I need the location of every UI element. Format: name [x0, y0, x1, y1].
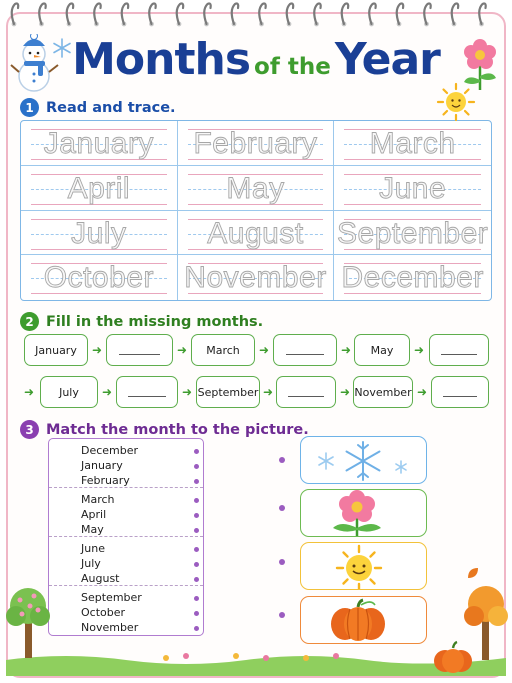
binding-ring — [232, 4, 239, 27]
blank-month-box[interactable] — [106, 334, 173, 366]
arrow-right-icon: ➜ — [263, 385, 274, 399]
month-name: March — [81, 493, 115, 506]
binding-ring — [314, 4, 321, 27]
picture-match-dot[interactable] — [279, 559, 285, 565]
trace-cell[interactable] — [334, 166, 491, 211]
binding-ring — [287, 4, 294, 27]
blank-line — [441, 354, 477, 355]
fill-row-1 — [24, 334, 494, 366]
month-group-autumn — [49, 586, 203, 635]
section-2-heading — [20, 312, 263, 331]
trace-grid — [20, 120, 492, 301]
blank-line — [128, 396, 165, 397]
picture-box-spring[interactable] — [300, 489, 427, 537]
picture-box-autumn[interactable] — [300, 596, 427, 644]
trace-word: July — [71, 216, 127, 250]
picture-match-dot[interactable] — [279, 612, 285, 618]
match-dot[interactable] — [194, 547, 199, 552]
binding-ring — [452, 4, 459, 27]
arrow-right-icon: ➜ — [182, 385, 193, 399]
binding-ring — [342, 4, 349, 27]
trace-word: August — [207, 216, 304, 250]
month-name: June — [81, 542, 105, 555]
blank-line — [288, 396, 324, 397]
trace-word: January — [43, 127, 154, 160]
binding-ring — [397, 4, 404, 27]
snowflake-icon — [301, 437, 427, 484]
trace-cell[interactable] — [21, 255, 178, 300]
binding-ring — [424, 4, 431, 27]
arrow-right-icon: ➜ — [414, 343, 425, 357]
month-box: July — [40, 376, 98, 408]
trace-cell[interactable] — [21, 121, 178, 166]
blank-month-box[interactable] — [431, 376, 489, 408]
blank-line — [286, 354, 324, 355]
section-3-title: Match the month to the picture. — [46, 421, 309, 438]
match-dot[interactable] — [194, 513, 199, 518]
pumpkin-icon — [301, 597, 427, 644]
arrow-right-icon: ➜ — [24, 385, 35, 399]
binding-ring — [12, 4, 19, 27]
binding-ring — [39, 4, 46, 27]
month-box: May — [354, 334, 410, 366]
month-box: January — [24, 334, 88, 366]
match-dot[interactable] — [194, 498, 199, 503]
pumpkin-decoration-icon — [432, 640, 474, 674]
month-name: May — [81, 523, 104, 536]
blank-line — [443, 396, 478, 397]
arrow-right-icon: ➜ — [417, 385, 428, 399]
binding-ring — [122, 4, 129, 27]
picture-match-dot[interactable] — [279, 457, 285, 463]
month-name: October — [81, 606, 126, 619]
leaf-icon — [466, 566, 480, 580]
trace-cell[interactable] — [178, 211, 335, 256]
trace-cell[interactable] — [178, 255, 335, 300]
section-1-heading — [20, 98, 176, 117]
trace-word: March — [369, 127, 456, 160]
trace-cell[interactable] — [334, 121, 491, 166]
trace-word: April — [67, 171, 131, 205]
month-name: July — [81, 557, 101, 570]
blank-month-box[interactable] — [276, 376, 336, 408]
month-group-summer — [49, 537, 203, 586]
picture-box-winter[interactable] — [300, 436, 427, 484]
match-dot[interactable] — [194, 611, 199, 616]
page-title — [0, 34, 512, 85]
title-year: Year — [334, 34, 440, 85]
trace-cell[interactable] — [21, 211, 178, 256]
arrow-right-icon: ➜ — [340, 385, 351, 399]
arrow-right-icon: ➜ — [177, 343, 188, 357]
binding-ring — [479, 4, 486, 27]
binding-ring — [204, 4, 211, 27]
month-name: April — [81, 508, 107, 521]
trace-word: October — [43, 261, 154, 295]
binding-ring — [67, 4, 74, 27]
match-dot[interactable] — [194, 626, 199, 631]
match-dot[interactable] — [194, 449, 199, 454]
month-name: August — [81, 572, 120, 585]
binding-ring — [149, 4, 156, 27]
grass-strip — [6, 646, 506, 676]
binding-ring — [177, 4, 184, 27]
blank-month-box[interactable] — [273, 334, 337, 366]
section-2-title: Fill in the missing months. — [46, 313, 264, 330]
trace-word: February — [193, 127, 318, 160]
section-2-number: 2 — [20, 312, 39, 331]
section-3-number: 3 — [20, 420, 39, 439]
trace-word: May — [226, 171, 285, 205]
match-dot[interactable] — [194, 596, 199, 601]
arrow-right-icon: ➜ — [92, 343, 103, 357]
month-group-winter — [49, 439, 203, 488]
arrow-right-icon: ➜ — [341, 343, 352, 357]
title-months: Months — [72, 34, 251, 85]
arrow-right-icon: ➜ — [259, 343, 270, 357]
flower-icon — [301, 490, 427, 537]
match-dot[interactable] — [194, 479, 199, 484]
binding-ring — [259, 4, 266, 27]
picture-match-dot[interactable] — [279, 505, 285, 511]
blank-month-box[interactable] — [429, 334, 489, 366]
trace-word: September — [337, 216, 489, 250]
trace-cell[interactable] — [334, 211, 491, 256]
section-1-number: 1 — [20, 98, 39, 117]
month-box: November — [353, 376, 413, 408]
trace-cell[interactable] — [21, 166, 178, 211]
trace-cell[interactable] — [178, 166, 335, 211]
trace-word: November — [184, 261, 327, 295]
binding-ring — [369, 4, 376, 27]
fill-row-2 — [24, 376, 494, 408]
trace-word: June — [379, 171, 447, 205]
month-group-spring — [49, 488, 203, 537]
month-box: September — [196, 376, 260, 408]
trace-cell[interactable] — [334, 255, 491, 300]
month-name: September — [81, 591, 142, 604]
month-name: January — [81, 459, 123, 472]
spring-tree-icon — [6, 580, 52, 660]
section-3-heading — [20, 420, 309, 439]
blank-line — [119, 354, 159, 355]
blank-month-box[interactable] — [116, 376, 178, 408]
month-name: November — [81, 621, 139, 634]
month-group-list — [48, 438, 204, 636]
section-1-title: Read and trace. — [46, 99, 176, 116]
title-of-the: of the — [254, 54, 331, 80]
month-name: February — [81, 474, 130, 487]
match-dot[interactable] — [194, 562, 199, 567]
trace-word: December — [341, 261, 484, 295]
sun-icon — [301, 543, 427, 590]
arrow-right-icon: ➜ — [102, 385, 113, 399]
trace-cell[interactable] — [178, 121, 335, 166]
spiral-binding — [0, 0, 512, 30]
month-box: March — [191, 334, 255, 366]
match-dot[interactable] — [194, 464, 199, 469]
match-dot[interactable] — [194, 528, 199, 533]
picture-box-summer[interactable] — [300, 542, 427, 590]
month-name: December — [81, 444, 139, 457]
sun-icon — [436, 82, 476, 122]
match-dot[interactable] — [194, 577, 199, 582]
binding-ring — [94, 4, 101, 27]
